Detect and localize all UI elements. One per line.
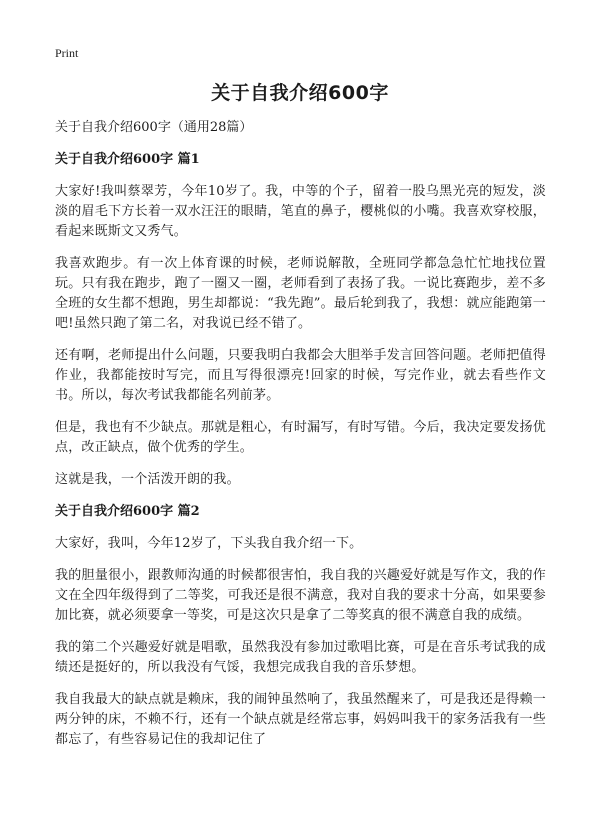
page-title: 关于自我介绍600字: [211, 82, 389, 104]
paragraph: 我自我最大的缺点就是赖床，我的闹钟虽然响了，我虽然醒来了，可是我还是得赖一两分钟的床，不赖不行，还有一个缺点就是经常忘事，妈妈叫我干的家务活我有一些都忘了，有些容易记住的我却记住了: [55, 692, 546, 747]
paragraph: 还有啊，老师提出什么问题，只要我明白我都会大胆举手发言回答问题。老师把值得作业，我都能按时写完，而且写得很漂亮!回家的时候，写完作业，就去看些作文书。所以，每次考试我都能名列前茅。: [55, 348, 546, 403]
paragraph: 这就是我，一个活泼开朗的我。: [55, 472, 240, 487]
paragraph: 我的胆量很小，跟教师沟通的时候都很害怕，我自我的兴趣爱好就是写作文，我的作文在全四年级得到了二等奖，可我还是很不满意，我对自我的要求十分高，如果要参加比赛，就必须要拿一等奖，可是这次只是拿了二等奖真的很不满意自我的成绩。: [55, 568, 546, 623]
section-1: [55, 150, 546, 490]
paragraph: 大家好!我叫蔡翠芳，今年10岁了。我，中等的个子，留着一股乌黑光亮的短发，淡淡的眉毛下方长着一双水汪汪的眼睛，笔直的鼻子，樱桃似的小嘴。我喜欢穿校服，看起来既斯文又秀气。: [55, 184, 546, 239]
document-body: [55, 118, 546, 760]
paragraph: 我的第二个兴趣爱好就是唱歌，虽然我没有参加过歌唱比赛，可是在音乐考试我的成绩还是挺好的，所以我没有气馁，我想完成我自我的音乐梦想。: [55, 640, 546, 675]
paragraph: 但是，我也有不少缺点。那就是粗心，有时漏写，有时写错。今后，我决定要发扬优点，改正缺点，做个优秀的学生。: [55, 420, 546, 455]
paragraph: 我喜欢跑步。有一次上体育课的时候，老师说解散，全班同学都急急忙忙地找位置玩。只有我在跑步，跑了一圈又一圈，老师看到了表扬了我。一说比赛跑步，差不多全班的女生都不想跑，男生却都说：“我先跑”。最后轮到我了，我想：就应能跑第一吧!虽然只跑了第二名，对我说已经不错了。: [55, 256, 546, 331]
print-link[interactable]: Print: [55, 46, 79, 60]
section-heading: 关于自我介绍600字 篇1: [55, 152, 200, 167]
paragraph: 大家好，我叫，今年12岁了，下头我自我介绍一下。: [55, 536, 363, 551]
section-heading: 关于自我介绍600字 篇2: [55, 504, 200, 519]
document-subtitle: 关于自我介绍600字（通用28篇）: [55, 120, 253, 135]
section-2: [55, 502, 546, 750]
